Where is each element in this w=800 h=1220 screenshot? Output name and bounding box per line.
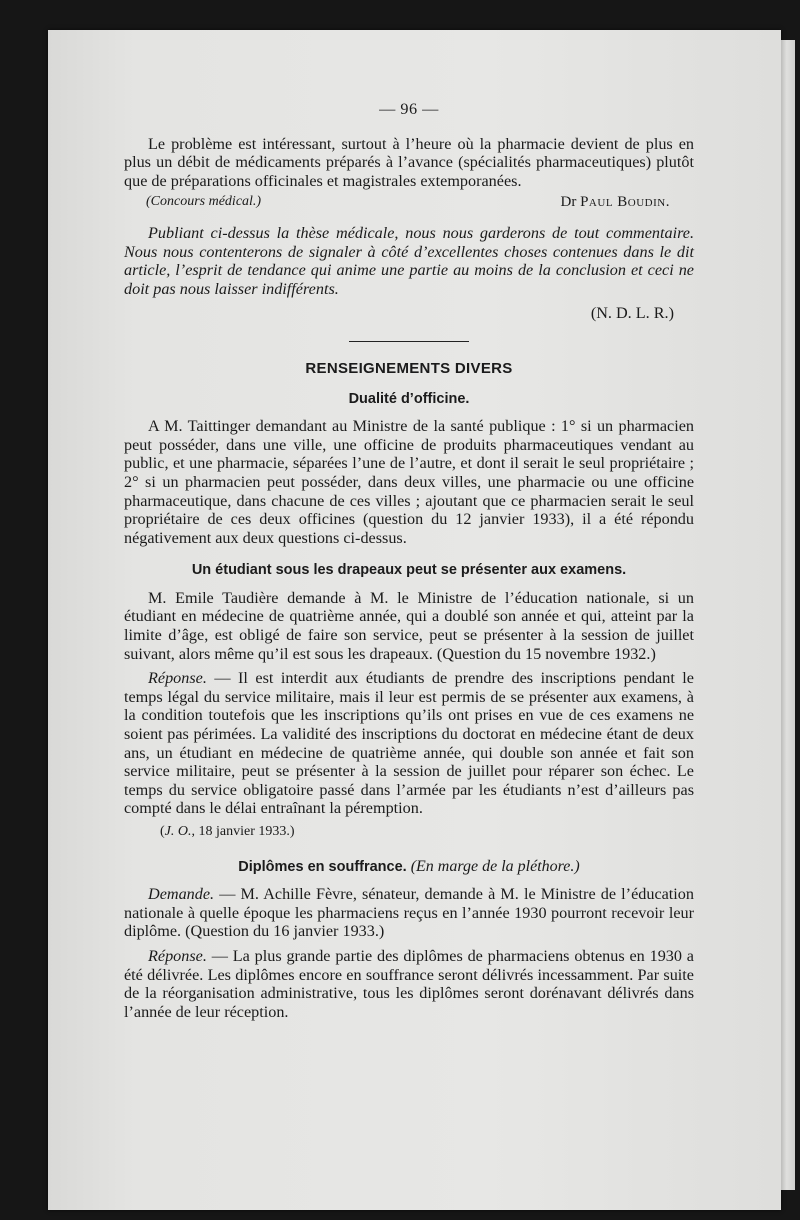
demande-text: — M. Achille Fèvre, sénateur, demande à M. le Ministre de l’éducation nationale à quelle époque les pharmaciens reçus en l’année 1930 pourront recevoir leur diplôme. (Question du 16 janvier 1933.)	[124, 885, 694, 941]
page-number: — 96 —	[379, 100, 439, 118]
reponse-text: — Il est interdit aux étudiants de prendre des inscriptions pendant le temps légal du service militaire, mais il leur est permis de se présenter aux examens, à la condition toutefois que les inscriptions qu’ils ont prises en vue de ces examens ne soient pas périmées. La validité des inscriptions du doctorat en médecine étant de deux ans, un étudiant en médecine de quatrième année, qui double son année et fait son service militaire, peut se présenter à la session de juillet pour réparer son échec. Le temps du service obligatoire passé dans l’armée par les étudiants n’est d’ailleurs pas compté dans le délai entraînant la péremption.	[124, 669, 694, 818]
etudiant-reponse	[124, 669, 694, 818]
page-content	[124, 100, 694, 1021]
journal-citation: (J. O., 18 janvier 1933.)	[160, 824, 295, 839]
author-prefix: Dr	[560, 194, 577, 211]
intro-paragraph: Le problème est intéressant, surtout à l’heure où la pharmacie devient de plus en plus un débit de médicaments préparés à l’avance (spécialités pharmaceutiques) plutôt que de préparations officinales et magistrales extemporanées.	[124, 134, 694, 190]
section-divider	[349, 341, 469, 342]
reponse-text-2: — La plus grande partie des diplômes de pharmaciens obtenus en 1930 a été délivrée. Les diplômes encore en souffrance seront délivrés incessamment. Par suite de la réorganisation administrative, tous les diplômes seront dorénavant délivrés dans l’année de leur réception.	[124, 946, 694, 1021]
diplomes-title: Diplômes en souffrance.	[238, 858, 407, 875]
author-name: Paul Boudin.	[580, 194, 670, 211]
dualite-paragraph: A M. Taittinger demandant au Ministre de la santé publique : 1° si un pharmacien peut posséder, dans une ville, une officine de produits pharmaceutiques vendant au public, et une pharmacie, séparées l’une de l’autre, et dont il serait le seul propriétaire ; 2° si un pharmacien peut posséder, dans deux villes, une pharmacie ou une officine pharmaceutique, dans chacune de ces villes ; ajoutant que ce pharmacien serait le seul propriétaire de ces deux officines (question du 12 janvier 1933), il a été répondu négativement aux deux questions ci-dessus.	[124, 417, 694, 547]
intro-source: (Concours médical.)	[146, 194, 262, 210]
diplomes-reponse	[124, 947, 694, 1021]
subsection-title-diplomes	[124, 858, 694, 877]
intro-author	[561, 193, 694, 212]
reponse-label-2: Réponse.	[148, 946, 207, 965]
page-edge	[781, 40, 795, 1190]
subsection-title-dualite: Dualité d’officine.	[348, 390, 470, 407]
citation-date: , 18 janvier 1933.)	[191, 824, 295, 839]
demande-label: Demande.	[148, 885, 215, 904]
diplomes-subtitle: (En marge de la pléthore.)	[410, 857, 580, 875]
intro-attribution	[124, 193, 694, 212]
section-title: RENSEIGNEMENTS DIVERS	[305, 359, 513, 377]
reponse-label: Réponse.	[148, 669, 207, 688]
editor-note: Publiant ci-dessus la thèse médicale, nous nous garderons de tout commentaire. Nous nous contenterons de signaler à côté d’excellentes choses contenues dans le dit article, l’esprit de tendance qui anime une partie au moins de la conclusion et ceci ne doit pas nous laisser indifférents.	[124, 223, 694, 298]
citation-source: J. O.	[164, 824, 192, 839]
subsection-title-etudiant: Un étudiant sous les drapeaux peut se présenter aux examens.	[191, 562, 627, 579]
editor-signature: (N. D. L. R.)	[590, 304, 674, 323]
diplomes-demande	[124, 885, 694, 941]
etudiant-question: M. Emile Taudière demande à M. le Ministre de l’éducation nationale, si un étudiant en médecine de quatrième année, qui a doublé son année et qui, atteint par la limite d’âge, est obligé de faire son service, peut se présenter à la session de juillet suivant, alors même qu’il est sous les drapeaux. (Question du 15 novembre 1932.)	[124, 588, 694, 663]
